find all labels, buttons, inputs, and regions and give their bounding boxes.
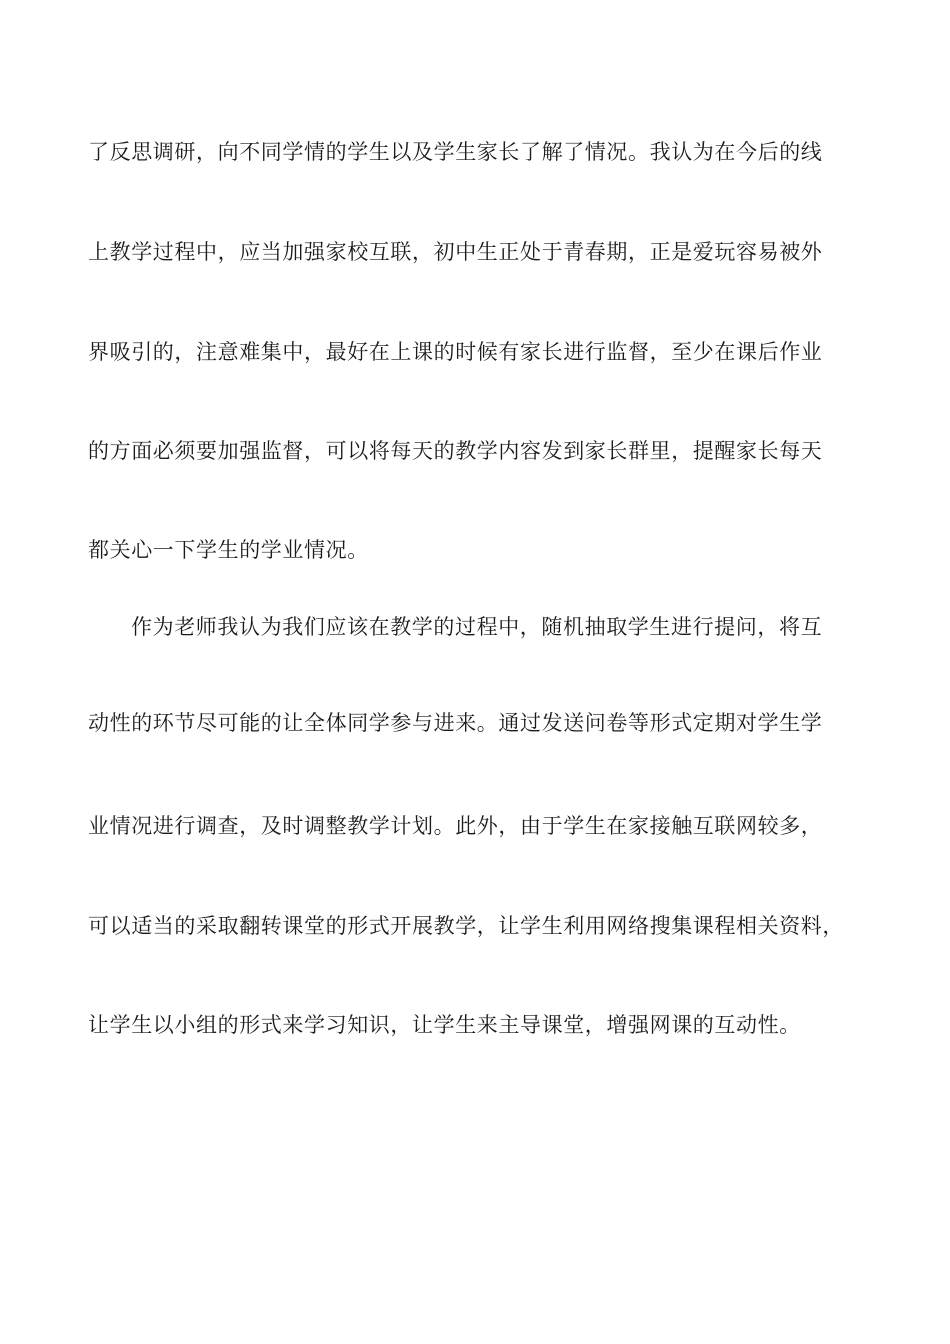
text-line: 上教学过程中，应当加强家校互联，初中生正处于青春期，正是爱玩容易被外 — [88, 240, 823, 264]
text-line: 的方面必须要加强监督，可以将每天的教学内容发到家长群里，提醒家长每天 — [88, 439, 823, 463]
text-line: 都关心一下学生的学业情况。 — [88, 538, 369, 562]
text-line: 业情况进行调查，及时调整教学计划。此外，由于学生在家接触互联网较多， — [88, 814, 823, 838]
text-line: 了反思调研，向不同学情的学生以及学生家长了解了情况。我认为在今后的线 — [88, 140, 823, 164]
text-line: 可以适当的采取翻转课堂的形式开展教学，让学生利用网络搜集课程相关资料， — [88, 914, 844, 938]
text-line: 作为老师我认为我们应该在教学的过程中，随机抽取学生进行提问，将互 — [131, 615, 823, 639]
text-line: 界吸引的，注意难集中，最好在上课的时候有家长进行监督，至少在课后作业 — [88, 340, 823, 364]
text-line: 让学生以小组的形式来学习知识，让学生来主导课堂，增强网课的互动性。 — [88, 1013, 801, 1037]
text-line: 动性的环节尽可能的让全体同学参与进来。通过发送问卷等形式定期对学生学 — [88, 711, 823, 735]
